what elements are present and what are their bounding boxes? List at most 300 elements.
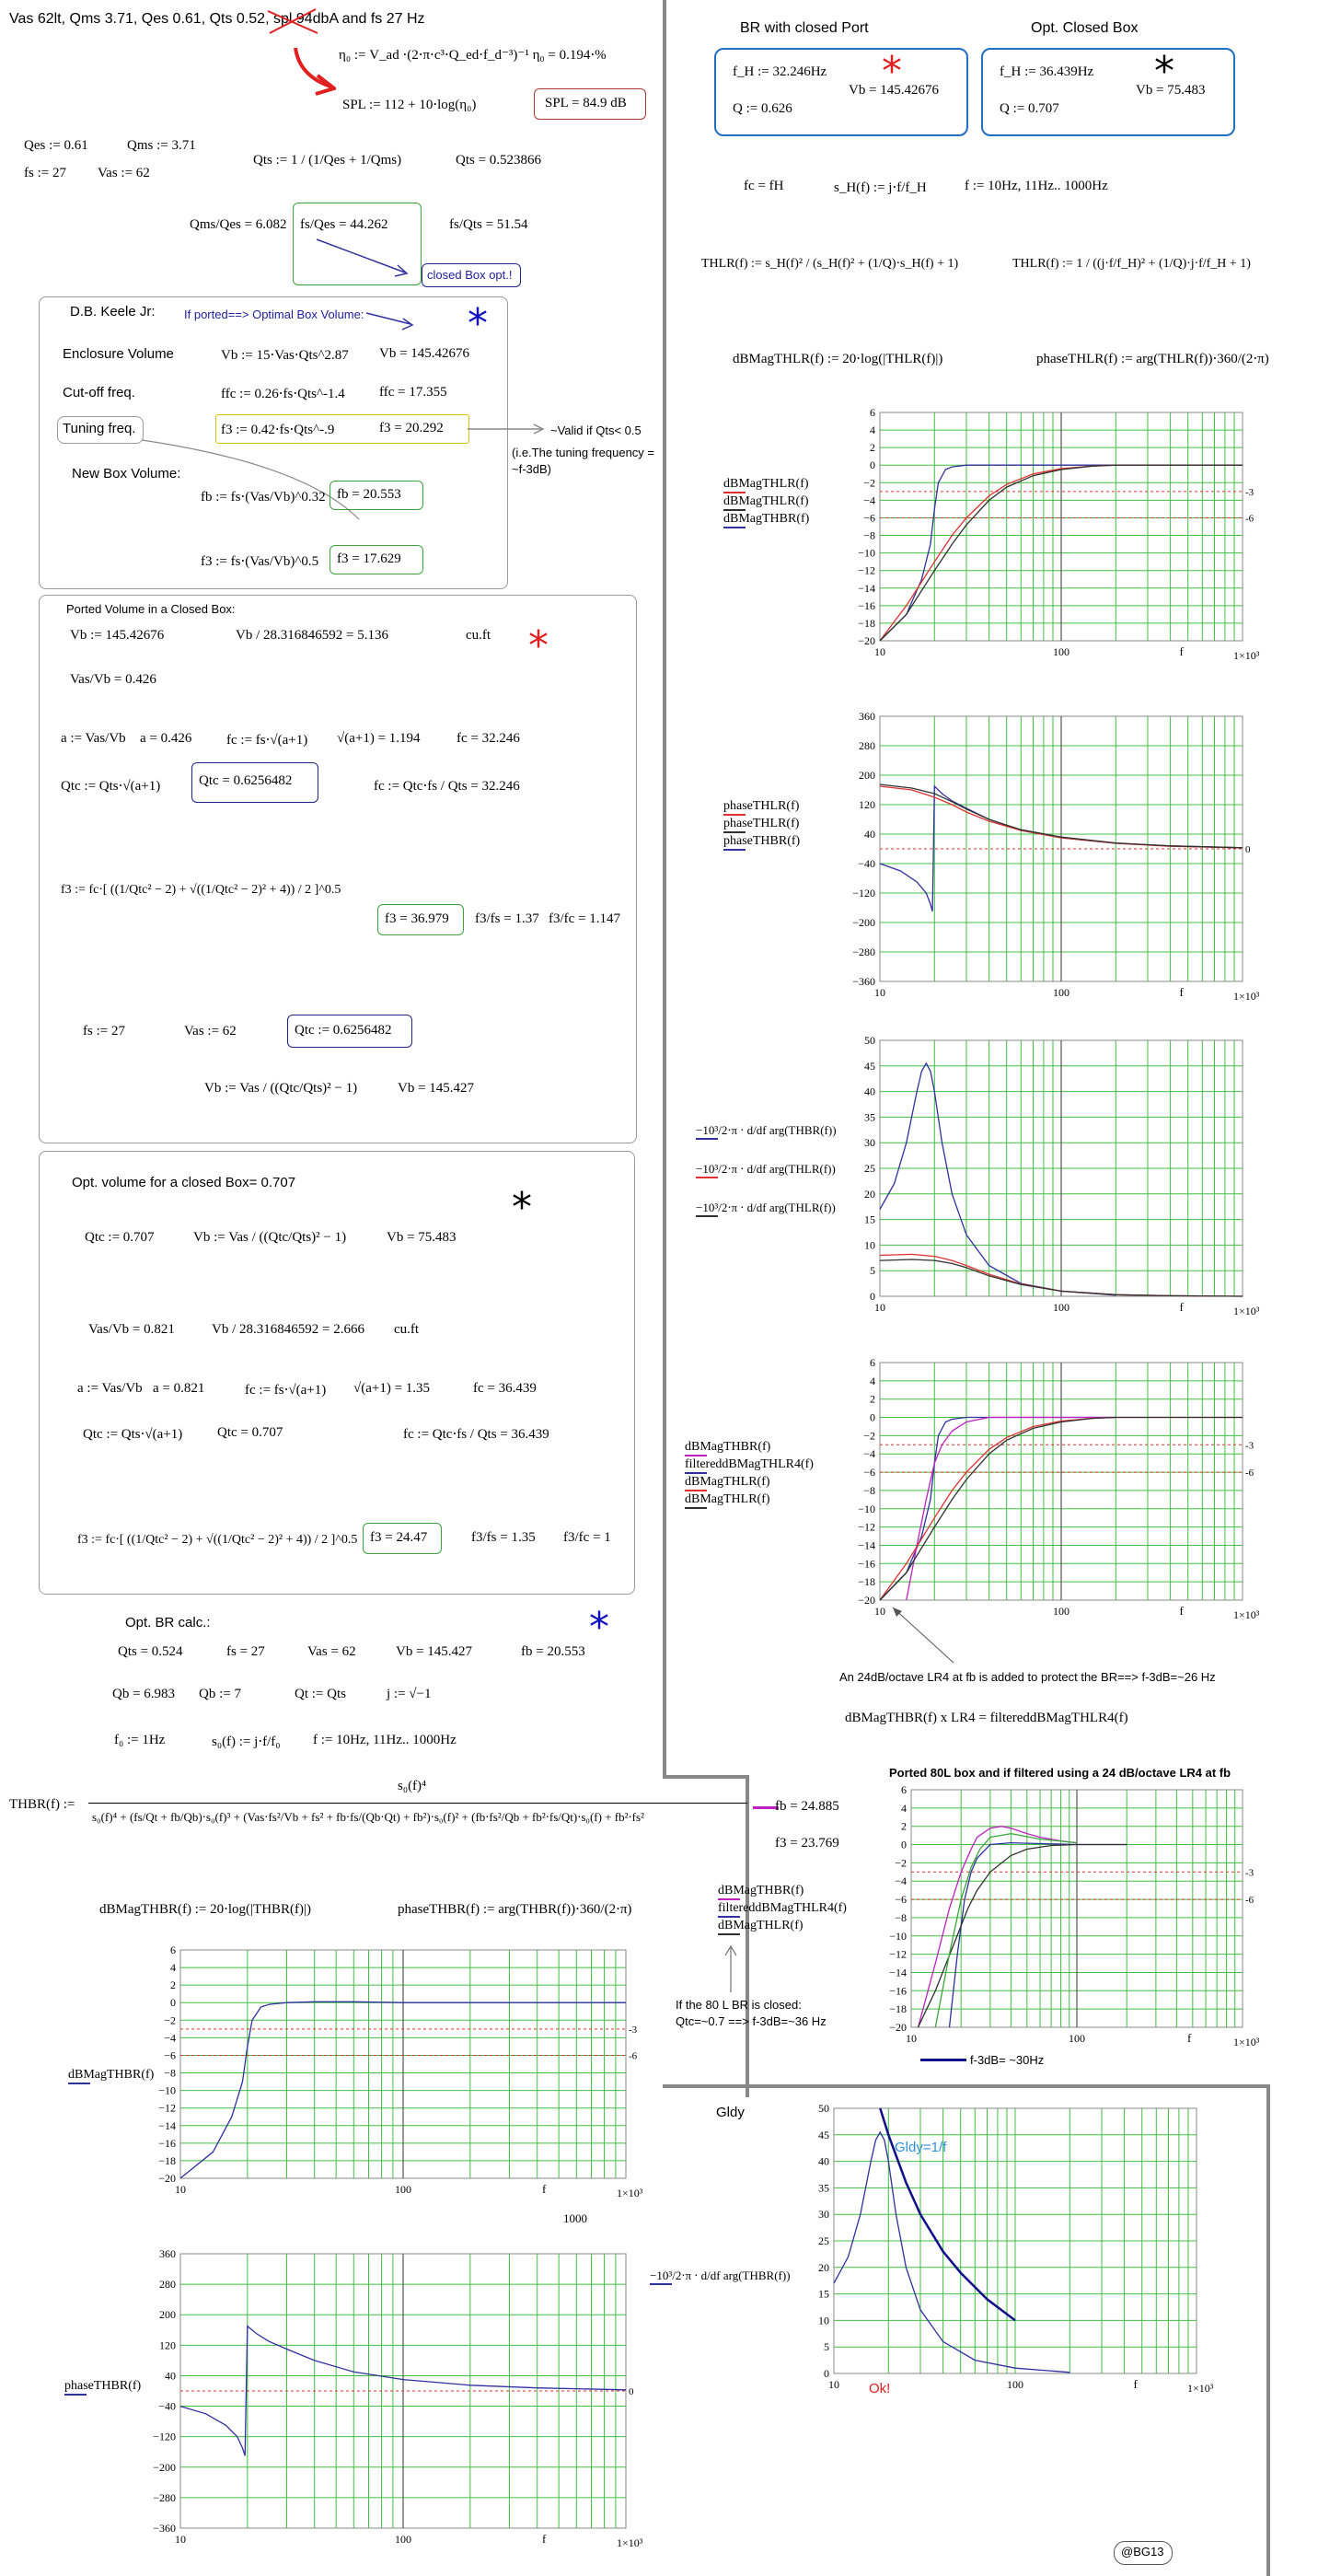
legend-gd1-1: −10³/2⋅π ⋅ d/df arg(THLR(f)) bbox=[696, 1162, 836, 1176]
series-line-0 bbox=[880, 1063, 1116, 1295]
red-star-1: * bbox=[528, 622, 549, 669]
y-tick-label: 0 bbox=[870, 1410, 875, 1424]
y-tick-label: −280 bbox=[153, 2490, 176, 2504]
y-tick-label: −8 bbox=[895, 1910, 907, 1924]
y-tick-label: 360 bbox=[859, 710, 875, 723]
ported-f3-val: f3 = 36.979 bbox=[385, 911, 449, 926]
chart-group-delay bbox=[838, 1033, 1270, 1328]
black-star-1: * bbox=[512, 1184, 532, 1231]
y-tick-label: −20 bbox=[858, 634, 875, 647]
legend-phase1-0: phaseTHLR(f) bbox=[723, 799, 800, 813]
closed-fc2-def: fc := Qtc⋅fs / Qts = 36.439 bbox=[403, 1427, 549, 1442]
ported-a-val: a = 0.426 bbox=[140, 731, 192, 746]
x-tick-label: 10 bbox=[874, 1301, 885, 1314]
marker-label: -3 bbox=[1245, 486, 1254, 498]
x-tick-label: 100 bbox=[1053, 645, 1069, 658]
y-tick-label: 40 bbox=[864, 828, 875, 841]
series-line-0 bbox=[834, 2132, 1069, 2373]
ported-title: Ported Volume in a Closed Box: bbox=[66, 602, 236, 616]
y-tick-label: −10 bbox=[858, 546, 875, 560]
fs-qts: fs/Qts = 51.54 bbox=[449, 217, 528, 232]
legend-mag2-3: dBMagTHLR(f) bbox=[685, 1492, 770, 1506]
newbox-label: New Box Volume: bbox=[72, 466, 181, 482]
y-tick-label: −6 bbox=[895, 1893, 907, 1907]
x-axis-label: f bbox=[542, 2532, 547, 2546]
y-tick-label: −20 bbox=[858, 1594, 875, 1607]
thlr2-def: THLR(f) := 1 / ((j⋅f/f_H)² + (1/Q)⋅j⋅f/f_H + 1) bbox=[1012, 257, 1251, 271]
lr4-eq: dBMagTHBR(f) x LR4 = filtereddBMagTHLR4(f) bbox=[845, 1711, 1128, 1725]
legend-mag1-0: dBMagTHLR(f) bbox=[723, 477, 809, 491]
br-title: Opt. BR calc.: bbox=[125, 1615, 211, 1630]
y-tick-label: −120 bbox=[153, 2430, 176, 2443]
y-tick-label: −200 bbox=[153, 2460, 176, 2474]
mag4-extra: 1000 bbox=[563, 2211, 587, 2225]
f3-def: f3 := fs⋅(Vas/Vb)^0.5 bbox=[201, 554, 319, 569]
gldy-title: Gldy bbox=[716, 2105, 745, 2120]
y-tick-label: 0 bbox=[170, 1996, 176, 2010]
y-tick-label: 20 bbox=[818, 2260, 829, 2274]
y-tick-label: 6 bbox=[870, 406, 875, 419]
x-axis-label: f bbox=[1133, 2377, 1138, 2391]
y-tick-label: −40 bbox=[158, 2399, 176, 2413]
qms-def: Qms := 3.71 bbox=[127, 138, 196, 153]
ported-qtc2: Qtc := 0.6256482 bbox=[295, 1023, 392, 1038]
y-tick-label: 280 bbox=[159, 2278, 176, 2292]
br-vb: Vb = 145.427 bbox=[396, 1644, 473, 1659]
y-tick-label: −12 bbox=[158, 2101, 176, 2115]
legend-mag2-2: dBMagTHLR(f) bbox=[685, 1475, 770, 1489]
qts-val: Qts = 0.523866 bbox=[456, 153, 542, 168]
y-tick-label: 40 bbox=[864, 1085, 875, 1098]
y-tick-label: −4 bbox=[164, 2031, 176, 2045]
br-vas: Vas = 62 bbox=[307, 1644, 356, 1659]
chart-mag-thlr bbox=[838, 405, 1270, 672]
closed-cuft: cu.ft bbox=[394, 1322, 420, 1337]
closed-vb-val: Vb = 75.483 bbox=[387, 1230, 457, 1245]
thbr-den: s₀(f)⁴ + (fs/Qt + fb/Qb)⋅s₀(f)³ + (Vas⋅fs²/Vb + fs² + fb⋅fs/(Qb⋅Qt) + fb²)⋅s₀(f)² + (fb⋅fs²/Qb + fb²⋅fs/Qt)⋅s₀(f) + fb²⋅fs² bbox=[92, 1810, 644, 1824]
y-tick-label: 2 bbox=[870, 441, 875, 455]
y-tick-label: −2 bbox=[164, 2013, 176, 2027]
legend-gd1-2: −10³/2⋅π ⋅ d/df arg(THLR(f)) bbox=[696, 1201, 836, 1214]
legend-gd2 bbox=[650, 2269, 791, 2286]
y-tick-label: −4 bbox=[863, 1447, 875, 1461]
thbr-fraction-bar bbox=[88, 1803, 747, 1804]
f3db-note: f-3dB= ~30Hz bbox=[970, 2053, 1045, 2067]
fs-qes: fs/Qes = 44.262 bbox=[300, 217, 388, 232]
right-frange: f := 10Hz, 11Hz.. 1000Hz bbox=[965, 179, 1108, 193]
header-title: Vas 62lt, Qms 3.71, Qes 0.61, Qts 0.52, spl 94dbA and fs 27 Hz bbox=[9, 11, 425, 27]
br-f0: f₀ := 1Hz bbox=[114, 1733, 166, 1747]
qms-qes: Qms/Qes = 6.082 bbox=[190, 217, 287, 232]
y-tick-label: −4 bbox=[895, 1874, 907, 1888]
closed80-arrow bbox=[720, 1943, 747, 1998]
closed-f3-val: f3 = 24.47 bbox=[370, 1530, 428, 1545]
y-tick-label: −10 bbox=[158, 2083, 176, 2097]
closed-vb-def: Vb := Vas / ((Qtc/Qts)² − 1) bbox=[193, 1230, 347, 1245]
cb-fh: f_H := 36.439Hz bbox=[1000, 64, 1094, 79]
x-axis-label: f bbox=[1179, 1604, 1184, 1618]
x-tick-label: 100 bbox=[395, 2183, 411, 2196]
marker-label: 0 bbox=[1245, 844, 1251, 855]
tuning-val: f3 = 20.292 bbox=[379, 421, 444, 435]
y-tick-label: −14 bbox=[889, 1966, 907, 1979]
closed-f3-fs: f3/fs = 1.35 bbox=[471, 1530, 536, 1545]
br-s0: s₀(f) := j⋅f/f₀ bbox=[212, 1735, 281, 1749]
y-tick-label: −6 bbox=[863, 1466, 875, 1479]
chart-group-delay-gldy bbox=[792, 2101, 1224, 2405]
closed80-note: If the 80 L BR is closed: bbox=[676, 1998, 802, 2012]
y-tick-label: −40 bbox=[858, 857, 875, 870]
frame-divider-horizontal bbox=[663, 1775, 747, 1779]
y-tick-label: 0 bbox=[870, 1290, 875, 1303]
ported-note: If ported==> Optimal Box Volume: bbox=[184, 307, 364, 321]
fb-val: fb = 20.553 bbox=[337, 487, 401, 502]
br-closed-title: BR with closed Port bbox=[740, 20, 869, 36]
ported-vb-cuft: Vb / 28.316846592 = 5.136 bbox=[236, 628, 388, 643]
y-tick-label: 2 bbox=[170, 1978, 176, 1992]
enclosure-def: Vb := 15⋅Vas⋅Qts^2.87 bbox=[221, 348, 349, 363]
y-tick-label: 360 bbox=[159, 2247, 176, 2260]
y-tick-label: −18 bbox=[889, 2002, 907, 2016]
y-tick-label: 6 bbox=[170, 1944, 176, 1956]
y-tick-label: −4 bbox=[863, 493, 875, 507]
x-tick-label: 100 bbox=[1007, 2378, 1023, 2391]
x-max-label: 1×10³ bbox=[617, 2536, 643, 2549]
cutoff-def: ffc := 0.26⋅fs⋅Qts^-1.4 bbox=[221, 387, 345, 401]
y-tick-label: −8 bbox=[164, 2066, 176, 2080]
legend-mag1 bbox=[723, 477, 809, 529]
chart-mag-thbr bbox=[138, 1943, 653, 2210]
arrow-valid-note bbox=[466, 420, 550, 442]
y-tick-label: −16 bbox=[889, 1984, 907, 1998]
y-tick-label: 200 bbox=[859, 769, 875, 782]
x-axis-label: f bbox=[1179, 1300, 1184, 1314]
x-max-label: 1×10³ bbox=[1187, 2382, 1214, 2395]
spl-result: SPL = 84.9 dB bbox=[545, 96, 627, 110]
y-tick-label: 2 bbox=[901, 1819, 907, 1833]
y-tick-label: −10 bbox=[858, 1502, 875, 1515]
br-j: j := √−1 bbox=[387, 1687, 432, 1701]
chart-phase-thlr bbox=[838, 709, 1270, 1013]
cb-vb: Vb = 75.483 bbox=[1136, 83, 1206, 98]
y-tick-label: −8 bbox=[863, 1483, 875, 1497]
closed-vb-cuft: Vb / 28.316846592 = 2.666 bbox=[212, 1322, 364, 1337]
black-star-2: * bbox=[1154, 48, 1174, 95]
thbr-num: s₀(f)⁴ bbox=[398, 1779, 427, 1793]
closed-a-val: a = 0.821 bbox=[153, 1381, 205, 1396]
legend-phase4-0: phaseTHBR(f) bbox=[64, 2379, 142, 2393]
f3-val: f3 = 17.629 bbox=[337, 551, 401, 566]
tuning-def: f3 := 0.42⋅fs⋅Qts^-.9 bbox=[221, 423, 335, 437]
x-tick-label: 10 bbox=[874, 645, 885, 658]
legend-mag4-0: dBMagTHBR(f) bbox=[68, 2068, 155, 2082]
ported-fc2-def: fc := Qtc⋅fs / Qts = 32.246 bbox=[374, 779, 520, 794]
closed-a-def: a := Vas/Vb bbox=[77, 1381, 143, 1396]
ported-f3-fc: f3/fc = 1.147 bbox=[549, 911, 621, 926]
y-tick-label: −120 bbox=[852, 887, 875, 899]
qes-def: Qes := 0.61 bbox=[24, 138, 88, 153]
closed-f3-formula: f3 := fc⋅[ ((1/Qtc² − 2) + √((1/Qtc² − 2)² + 4)) / 2 ]^0.5 bbox=[77, 1533, 358, 1547]
legend-gd2-0: −10³/2⋅π ⋅ d/df arg(THBR(f)) bbox=[650, 2269, 791, 2282]
chart-phase-thbr bbox=[138, 2246, 653, 2559]
legend-mag2-0: dBMagTHBR(f) bbox=[685, 1440, 771, 1454]
y-tick-label: 200 bbox=[159, 2308, 176, 2322]
ported-a-def: a := Vas/Vb bbox=[61, 731, 126, 746]
y-tick-label: 30 bbox=[818, 2208, 829, 2222]
closed-sqrt-val: √(a+1) = 1.35 bbox=[353, 1381, 431, 1396]
legend-mag3 bbox=[718, 1884, 847, 1936]
y-tick-label: 15 bbox=[864, 1213, 875, 1226]
fc-fh: fc = fH bbox=[744, 179, 784, 193]
red-star-2: * bbox=[882, 48, 902, 95]
legend-mag1-1: dBMagTHLR(f) bbox=[723, 494, 809, 508]
legend-gd1 bbox=[696, 1123, 837, 1218]
y-tick-label: 4 bbox=[170, 1961, 176, 1975]
legend-phase1 bbox=[723, 799, 800, 852]
ported80-title: Ported 80L box and if filtered using a 24 dB/octave LR4 at fb bbox=[889, 1766, 1231, 1780]
y-tick-label: 120 bbox=[859, 798, 875, 811]
x-tick-label: 100 bbox=[1053, 1301, 1069, 1314]
legend-mag2-1: filtereddBMagTHLR4(f) bbox=[685, 1457, 814, 1471]
vas-def: Vas := 62 bbox=[98, 166, 150, 180]
y-tick-label: 4 bbox=[870, 1374, 875, 1387]
br-fs: fs = 27 bbox=[226, 1644, 265, 1659]
y-tick-label: −18 bbox=[158, 2153, 176, 2167]
marker-label: -6 bbox=[1245, 1468, 1254, 1479]
sh-def: s_H(f) := j⋅f/f_H bbox=[834, 180, 927, 195]
y-tick-label: −10 bbox=[889, 1929, 907, 1943]
legend-mag3-0: dBMagTHBR(f) bbox=[718, 1884, 804, 1897]
y-tick-label: −360 bbox=[852, 975, 875, 988]
y-tick-label: 45 bbox=[818, 2128, 829, 2141]
y-tick-label: 6 bbox=[870, 1356, 875, 1369]
ported-vas2: Vas := 62 bbox=[184, 1024, 237, 1039]
y-tick-label: −2 bbox=[863, 476, 875, 490]
y-tick-label: −2 bbox=[895, 1856, 907, 1870]
lr4-arrow bbox=[889, 1604, 963, 1668]
y-tick-label: −18 bbox=[858, 1575, 875, 1589]
legend-phase1-2: phaseTHBR(f) bbox=[723, 834, 801, 848]
y-tick-label: −2 bbox=[863, 1429, 875, 1443]
frame-divider-vertical bbox=[663, 0, 666, 1777]
fs-def: fs := 27 bbox=[24, 166, 66, 180]
fb-def: fb := fs⋅(Vas/Vb)^0.32 bbox=[201, 490, 326, 505]
y-tick-label: −16 bbox=[858, 598, 875, 612]
closed-fc-val: fc = 36.439 bbox=[473, 1381, 537, 1396]
arrow-to-closed-note bbox=[313, 236, 414, 282]
x-axis-label: f bbox=[1187, 2031, 1192, 2045]
marker-label: -3 bbox=[1245, 1440, 1254, 1452]
x-tick-label: 10 bbox=[906, 2032, 917, 2045]
x-max-label: 1×10³ bbox=[1233, 2036, 1260, 2048]
legend-mag3-1: filtereddBMagTHLR4(f) bbox=[718, 1901, 847, 1915]
lr4-note: An 24dB/octave LR4 at fb is added to protect the BR==> f-3dB=~26 Hz bbox=[839, 1670, 1216, 1684]
y-tick-label: −16 bbox=[858, 1557, 875, 1571]
ported-qtc-val: Qtc = 0.6256482 bbox=[199, 773, 293, 788]
closed80-note2: Qtc=~0.7 ==> f-3dB=~36 Hz bbox=[676, 2014, 827, 2028]
ported-fc-val: fc = 32.246 bbox=[457, 731, 520, 746]
legend-mag3-2: dBMagTHLR(f) bbox=[718, 1919, 804, 1932]
eta-formula: η₀ := V_ad ⋅(2⋅π⋅c³⋅Q_ed⋅f_d⁻³)⁻¹ η₀ = 0.194⋅% bbox=[339, 48, 607, 63]
closed-fc-def: fc := fs⋅√(a+1) bbox=[245, 1383, 327, 1398]
y-tick-label: −12 bbox=[858, 1520, 875, 1534]
y-tick-label: 2 bbox=[870, 1392, 875, 1406]
y-tick-label: −14 bbox=[858, 581, 875, 595]
chart-mag-ported80 bbox=[869, 1782, 1270, 2059]
thlr-def: THLR(f) := s_H(f)² / (s_H(f)² + (1/Q)⋅s_H(f) + 1) bbox=[701, 257, 959, 271]
y-tick-label: 0 bbox=[870, 458, 875, 472]
y-tick-label: 10 bbox=[818, 2314, 829, 2327]
legend-mag1-2: dBMagTHBR(f) bbox=[723, 512, 810, 526]
marker-label: -6 bbox=[629, 2050, 638, 2062]
phase-thlr-def: phaseTHLR(f) := arg(THLR(f))⋅360/(2⋅π) bbox=[1036, 352, 1269, 366]
closed-f3-fc: f3/fc = 1 bbox=[563, 1530, 611, 1545]
br-qb7: Qb := 7 bbox=[199, 1687, 241, 1701]
strike-annotation bbox=[262, 6, 336, 98]
ported-vb: Vb := 145.42676 bbox=[70, 628, 165, 643]
closed-qtc-val: Qtc = 0.707 bbox=[217, 1425, 283, 1440]
valid-note: ~Valid if Qts< 0.5 bbox=[550, 424, 642, 437]
cutoff-val: ffc = 17.355 bbox=[379, 385, 447, 400]
x-max-label: 1×10³ bbox=[617, 2187, 643, 2199]
ported-f3-val-box bbox=[377, 904, 464, 935]
closed-vas-vb: Vas/Vb = 0.821 bbox=[88, 1322, 175, 1337]
enclosure-label: Enclosure Volume bbox=[63, 346, 174, 362]
ok-label: Ok! bbox=[869, 2381, 891, 2396]
x-axis-label: f bbox=[1179, 644, 1184, 658]
y-tick-label: −14 bbox=[858, 1538, 875, 1552]
spl-formula: SPL := 112 + 10⋅log(η₀) bbox=[342, 98, 477, 112]
y-tick-label: 35 bbox=[864, 1110, 875, 1124]
marker-label: -3 bbox=[629, 2024, 638, 2036]
keele-title: D.B. Keele Jr: bbox=[70, 304, 156, 319]
credit: @BG13 bbox=[1121, 2545, 1164, 2559]
y-tick-label: 25 bbox=[818, 2234, 829, 2247]
y-tick-label: 15 bbox=[818, 2287, 829, 2301]
f3db-legend-line bbox=[920, 2059, 966, 2061]
y-tick-label: 30 bbox=[864, 1136, 875, 1150]
ported-f3-fs: f3/fs = 1.37 bbox=[475, 911, 539, 926]
marker-label: 0 bbox=[629, 2386, 634, 2397]
br-qts: Qts = 0.524 bbox=[118, 1644, 183, 1659]
y-tick-label: −16 bbox=[158, 2136, 176, 2150]
chart-mag-filtered bbox=[838, 1355, 1270, 1631]
br-qb: Qb = 6.983 bbox=[112, 1687, 176, 1701]
x-max-label: 1×10³ bbox=[1233, 649, 1260, 662]
legend-gd1-0: −10³/2⋅π ⋅ d/df arg(THBR(f)) bbox=[696, 1123, 837, 1137]
y-tick-label: −200 bbox=[852, 916, 875, 929]
x-tick-label: 10 bbox=[175, 2183, 186, 2196]
marker-label: -6 bbox=[1245, 1895, 1254, 1907]
ported-sqrt-val: √(a+1) = 1.194 bbox=[337, 731, 421, 746]
x-max-label: 1×10³ bbox=[1233, 1608, 1260, 1621]
y-tick-label: 50 bbox=[818, 2102, 829, 2115]
cb-q: Q := 0.707 bbox=[1000, 101, 1059, 116]
y-tick-label: 5 bbox=[870, 1264, 875, 1278]
y-tick-label: −6 bbox=[863, 511, 875, 525]
closed-note: closed Box opt.! bbox=[427, 268, 513, 282]
ported-vas-vb: Vas/Vb = 0.426 bbox=[70, 672, 156, 687]
ported-vb2-val: Vb = 145.427 bbox=[398, 1081, 475, 1096]
frame-divider-vertical-2 bbox=[746, 1775, 749, 2097]
x-axis-label: f bbox=[542, 2182, 547, 2196]
y-tick-label: 0 bbox=[824, 2367, 829, 2380]
y-tick-label: 50 bbox=[864, 1034, 875, 1047]
x-tick-label: 100 bbox=[395, 2533, 411, 2546]
y-tick-label: −20 bbox=[158, 2172, 176, 2185]
br-vb-right: Vb = 145.42676 bbox=[849, 83, 940, 98]
blue-star-1: * bbox=[468, 300, 488, 347]
legend-mag4 bbox=[68, 2068, 154, 2085]
y-tick-label: −20 bbox=[889, 2021, 907, 2034]
frame-divider-horizontal-2 bbox=[663, 2084, 1270, 2088]
br-qt: Qt := Qts bbox=[295, 1687, 346, 1701]
y-tick-label: 120 bbox=[159, 2338, 176, 2352]
x-max-label: 1×10³ bbox=[1233, 990, 1260, 1003]
ported-vb2-def: Vb := Vas / ((Qtc/Qts)² − 1) bbox=[204, 1081, 358, 1096]
marker-label: -3 bbox=[1245, 1867, 1254, 1879]
y-tick-label: −8 bbox=[863, 528, 875, 542]
gldy-label: Gldy=1/f bbox=[895, 2140, 947, 2155]
blue-star-2: * bbox=[589, 1604, 609, 1651]
ported-fs2: fs := 27 bbox=[83, 1024, 125, 1039]
enclosure-val: Vb = 145.42676 bbox=[379, 346, 470, 361]
y-tick-label: −12 bbox=[889, 1947, 907, 1961]
dbmag-thlr-def: dBMagTHLR(f) := 20⋅log(|THLR(f)|) bbox=[733, 352, 943, 366]
x-tick-label: 10 bbox=[828, 2378, 839, 2391]
legend-phase4 bbox=[64, 2379, 141, 2396]
x-axis-label: f bbox=[1179, 985, 1184, 999]
cutoff-label: Cut-off freq. bbox=[63, 385, 135, 400]
y-tick-label: 20 bbox=[864, 1187, 875, 1201]
ported-f3-formula: f3 := fc⋅[ ((1/Qtc² − 2) + √((1/Qtc² − 2)² + 4)) / 2 ]^0.5 bbox=[61, 883, 341, 897]
y-tick-label: −280 bbox=[852, 946, 875, 958]
x-tick-label: 10 bbox=[874, 986, 885, 999]
x-tick-label: 10 bbox=[874, 1605, 885, 1618]
marker-label: -6 bbox=[1245, 513, 1254, 525]
y-tick-label: 40 bbox=[165, 2369, 176, 2383]
br-fb: fb = 20.553 bbox=[521, 1644, 585, 1659]
x-tick-label: 10 bbox=[175, 2533, 186, 2546]
y-tick-label: −14 bbox=[158, 2118, 176, 2132]
br-fh: f_H := 32.246Hz bbox=[733, 64, 827, 79]
br-phase-def: phaseTHBR(f) := arg(THBR(f))⋅360/(2⋅π) bbox=[398, 1902, 632, 1917]
legend-mag2 bbox=[685, 1440, 814, 1510]
y-tick-label: −6 bbox=[164, 2048, 176, 2062]
br-dbmag-def: dBMagTHBR(f) := 20⋅log(|THBR(f)|) bbox=[99, 1902, 312, 1917]
closed-panel bbox=[39, 1151, 635, 1595]
x-tick-label: 100 bbox=[1053, 1605, 1069, 1618]
y-tick-label: 6 bbox=[901, 1783, 907, 1796]
thbr-lhs: THBR(f) := bbox=[9, 1797, 75, 1812]
series-line-0 bbox=[919, 1827, 1078, 2027]
qts-def: Qts := 1 / (1/Qes + 1/Qms) bbox=[253, 153, 402, 168]
br-fb-res: fb = 24.885 bbox=[775, 1799, 839, 1814]
y-tick-label: 40 bbox=[818, 2154, 829, 2168]
ported-fc-def: fc := fs⋅√(a+1) bbox=[226, 733, 308, 748]
br-frange: f := 10Hz, 11Hz.. 1000Hz bbox=[313, 1733, 457, 1747]
y-tick-label: −360 bbox=[153, 2522, 176, 2535]
y-tick-label: 25 bbox=[864, 1162, 875, 1175]
closed-qtc-def: Qtc := Qts⋅√(a+1) bbox=[83, 1427, 183, 1442]
cb-title: Opt. Closed Box bbox=[1031, 20, 1139, 36]
closed-qtc: Qtc := 0.707 bbox=[85, 1230, 155, 1245]
br-f3-res: f3 = 23.769 bbox=[775, 1836, 839, 1851]
y-tick-label: 4 bbox=[901, 1801, 907, 1815]
valid-note-3: ~f-3dB) bbox=[512, 462, 551, 476]
x-tick-label: 100 bbox=[1053, 986, 1069, 999]
valid-note-2: (i.e.The tuning frequency = bbox=[512, 446, 655, 459]
